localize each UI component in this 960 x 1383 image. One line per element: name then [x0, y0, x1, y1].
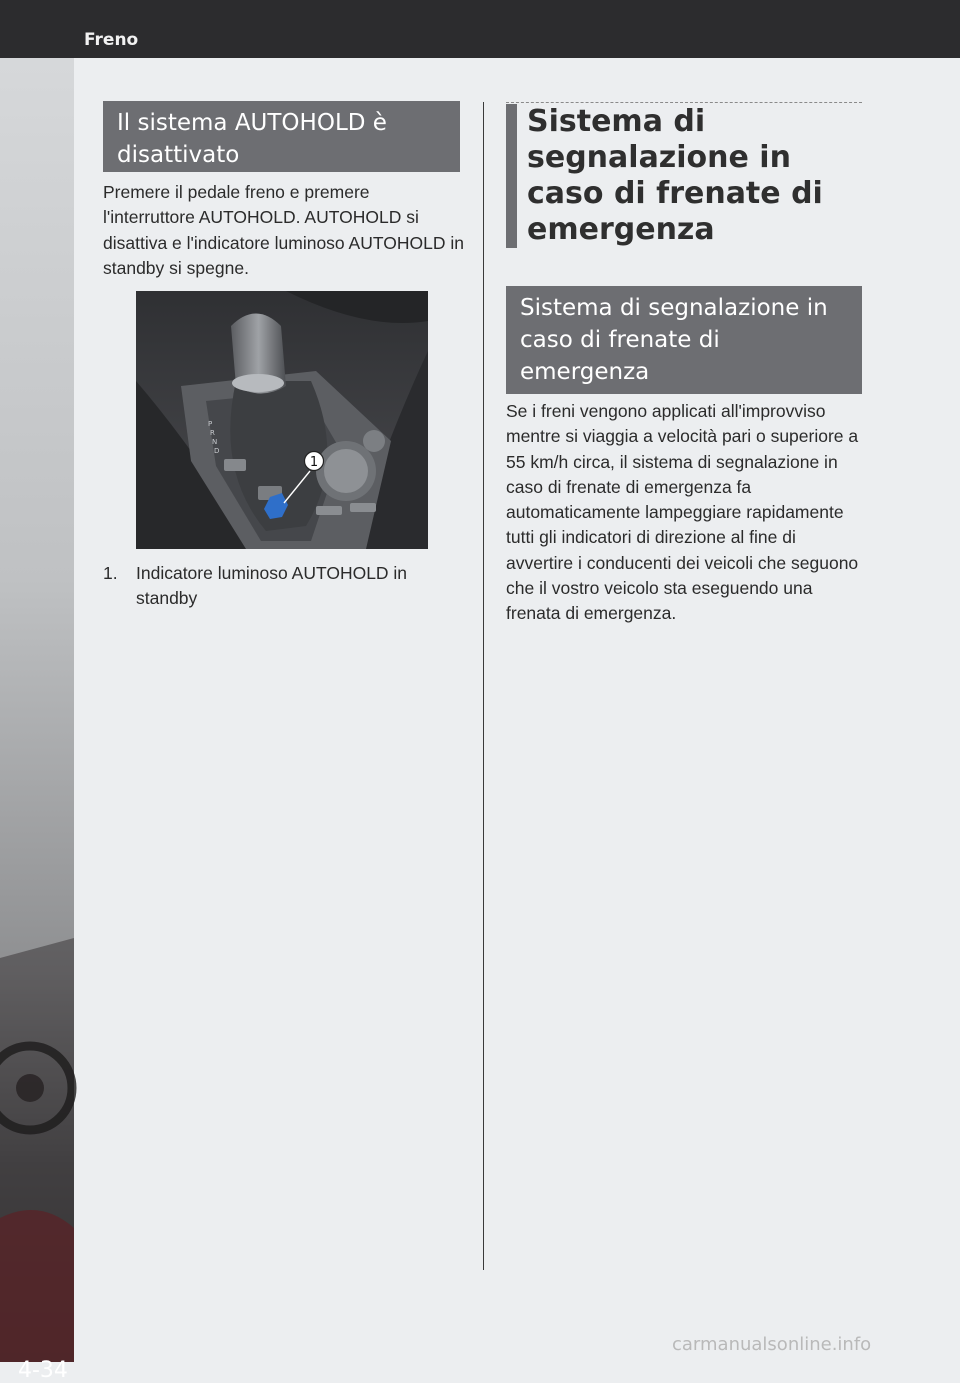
shift-pattern-p: P [208, 420, 213, 428]
figure-caption [103, 561, 463, 612]
paragraph-emergency-signal: Se i freni vengono applicati all'improvviso mentre si viaggia a velocità pari o superiore a 55 km/h circa, il sistema di segnalazione in caso di frenate di emergenza fa automaticamente lampeggiare rapidamente tutti gli indicatori di direzione al fine di avvertire i conducenti dei veicoli che seguono che il vostro veicolo sta eseguendo una frenata di emergenza. [506, 401, 859, 624]
callout-number: 1 [309, 455, 319, 470]
shift-pattern-d: D [214, 447, 220, 455]
subsection-heading-emergency-signal: Sistema di segnalazione in caso di frenate di emergenza [506, 286, 862, 394]
section-heading-emergency-signal: Sistema di segnalazione in caso di frenate di emergenza [506, 104, 862, 248]
page-number: 4-34 [18, 1358, 68, 1383]
watermark-text: carmanualsonline.info [672, 1334, 872, 1355]
caption-text: Indicatore luminoso AUTOHOLD in standby [136, 563, 408, 609]
side-decoration-strip [0, 58, 74, 1383]
page-header-bar [0, 0, 960, 58]
section-top-rule [506, 102, 862, 103]
chapter-title: Freno [84, 30, 139, 50]
interior-photo-decoration [0, 58, 74, 1362]
caption-number: 1. [103, 563, 118, 583]
shift-pattern-n: N [212, 438, 218, 446]
subsection-heading-autohold-off: Il sistema AUTOHOLD è disattivato [103, 101, 460, 172]
shift-pattern-r: R [210, 429, 215, 437]
paragraph-autohold-off: Premere il pedale freno e premere l'interruttore AUTOHOLD. AUTOHOLD si disattiva e l'indicatore luminoso AUTOHOLD in standby si spegne. [103, 182, 464, 278]
column-divider [483, 102, 484, 1270]
figure-center-console [136, 291, 428, 549]
center-console-illustration [136, 291, 428, 549]
